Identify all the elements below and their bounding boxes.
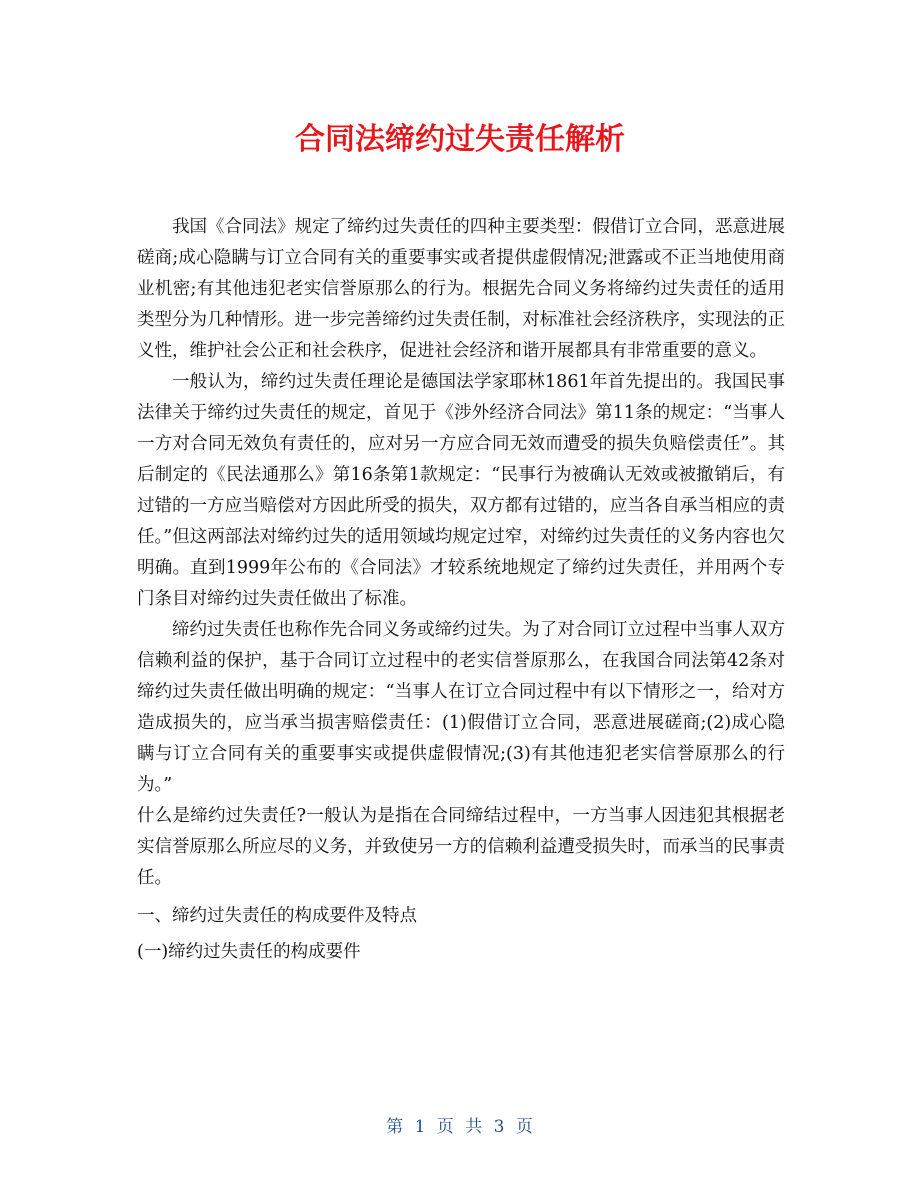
document-title: 合同法缔约过失责任解析 [295,122,625,157]
document-body [137,212,785,968]
paragraph-2: 一般认为，缔约过失责任理论是德国法学家耶林1861年首先提出的。我国民事法律关于缔约过失责任的规定，首见于《涉外经济合同法》第11条的规定：“当事人一方对合同无效负有责任的，应对另一方应合同无效而遭受的损失负赔偿责任”。其后制定的《民法通那么》第16条第1款规定：“民事行为被确认无效或被撤销后，有过错的一方应当赔偿对方因此所受的损失，双方都有过错的，应当各自承当相应的责任。”但这两部法对缔约过失的适用领域均规定过窄，对缔约过失责任的义务内容也欠明确。直到1999年公布的《合同法》才较系统地规定了缔约过失责任，并用两个专门条目对缔约过失责任做出了标准。 [137,372,785,609]
page-number-label: 第 1 页 共 3 页 [386,1117,534,1137]
paragraph-3: 缔约过失责任也称作先合同义务或缔约过失。为了对合同订立过程中当事人双方信赖利益的保护，基于合同订立过程中的老实信誉原那么，在我国合同法第42条对缔约过失责任做出明确的规定：“当事人在订立合同过程中有以下情形之一，给对方造成损失的，应当承当损害赔偿责任：(1)假借订立合同，恶意进展磋商;(2)成心隐瞒与订立合同有关的重要事实或提供虚假情况;(3)有其他违犯老实信誉原那么的行为。” [137,620,785,795]
paragraph-4: 什么是缔约过失责任?一般认为是指在合同缔结过程中，一方当事人因违犯其根据老实信誉原那么所应尽的义务，并致使另一方的信赖利益遭受损失时，而承当的民事责任。 [137,806,785,888]
paragraph-1: 我国《合同法》规定了缔约过失责任的四种主要类型：假借订立合同，恶意进展磋商;成心隐瞒与订立合同有关的重要事实或者提供虚假情况;泄露或不正当地使用商业机密;有其他违犯老实信誉原那么的行为。根据先合同义务将缔约过失责任的适用类型分为几种情形。进一步完善缔约过失责任制，对标准社会经济秩序，实现法的正义性，维护社会公正和社会秩序，促进社会经济和谐开展都具有非常重要的意义。 [137,217,785,361]
page-footer [0,1112,920,1137]
subsection-heading: (一)缔约过失责任的构成要件 [137,942,361,962]
section-heading: 一、缔约过失责任的构成要件及特点 [137,906,417,926]
